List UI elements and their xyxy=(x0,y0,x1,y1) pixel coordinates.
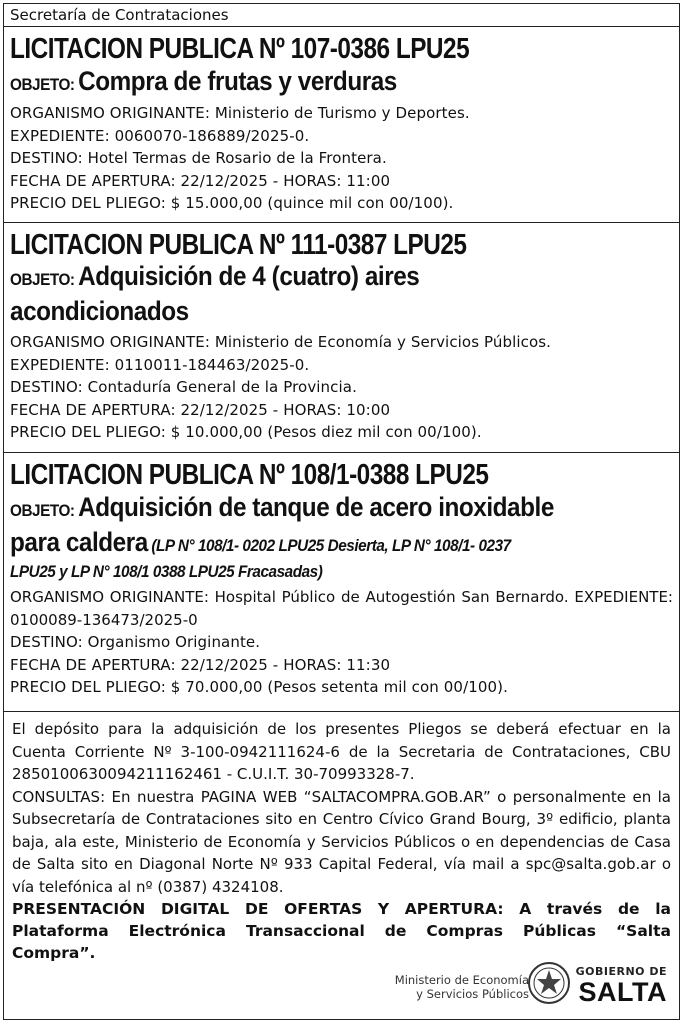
organismo-label: ORGANISMO ORIGINANTE: xyxy=(10,333,210,351)
presentacion-text: PRESENTACIÓN DIGITAL DE OFERTAS Y APERTURA: A través de la Plataforma Electrónica Transaccional de Compras Públicas “Salta Compra”. xyxy=(12,900,671,962)
expediente-value: 0110011-184463/2025-0. xyxy=(114,355,310,374)
ministry-name xyxy=(395,973,529,1001)
licitacion-2 xyxy=(4,229,679,453)
expediente-label: EXPEDIENTE: xyxy=(10,355,110,374)
organismo-value: Ministerio de Turismo y Deportes. xyxy=(214,104,470,122)
objeto-note-continued xyxy=(10,561,607,584)
precio-line xyxy=(10,421,673,444)
objeto-continued xyxy=(10,528,607,561)
objeto-text: Compra de frutas y verduras xyxy=(78,66,397,96)
objeto-continued xyxy=(10,296,607,331)
objeto-text: Adquisición de 4 (cuatro) aires xyxy=(78,261,420,291)
objeto-text-2: para caldera xyxy=(10,527,148,557)
licitacion-1 xyxy=(4,33,679,223)
objeto-note-2: LPU25 y LP N° 108/1 0388 LPU25 Fracasadas) xyxy=(10,562,323,581)
apertura-label: FECHA DE APERTURA: xyxy=(10,171,176,190)
objeto-label: OBJETO: xyxy=(10,501,75,520)
destino-line xyxy=(10,147,673,170)
destino-line xyxy=(10,376,673,399)
precio-line xyxy=(10,676,673,699)
precio-label: PRECIO DEL PLIEGO: xyxy=(10,194,166,212)
section-header: Secretaría de Contrataciones xyxy=(4,4,679,27)
organismo-expediente-text: ORGANISMO ORIGINANTE: Hospital Público de Autogestión San Bernardo. EXPEDIENTE: 0100089-136473/2025-0 xyxy=(10,588,673,629)
expediente-line xyxy=(10,125,673,148)
consultas-text: CONSULTAS: En nuestra PAGINA WEB “SALTACOMPRA.GOB.AR” o personalmente en la Subsecretaría de Contrataciones sito en Centro Cívico Grand Bourg, 3º edificio, planta baja, ala este, Ministerio de Economía y Servicios Públicos o en dependencias de Casa de Salta sito en Diagonal Norte Nº 933 Capital Federal, vía mail a spc@salta.gob.ar o vía telefónica al nº (0387) 4324108. xyxy=(12,787,671,896)
objeto-label: OBJETO: xyxy=(10,270,75,289)
objeto-text: Adquisición de tanque de acero inoxidable xyxy=(78,492,554,522)
objeto xyxy=(10,65,607,102)
destino-label: DESTINO: xyxy=(10,149,83,167)
destino-value: Hotel Termas de Rosario de la Frontera. xyxy=(87,149,387,167)
salta-label: SALTA xyxy=(578,977,667,1007)
deposito-text: El depósito para la adquisición de los presentes Pliegos se deberá efectuar en la Cuenta Corriente Nº 3-100-0942111624-6 de la Secretaria de Contrataciones, CBU 2850100630094211162461 - C.U.I.T. 30-70993328-7. xyxy=(12,720,671,783)
ministry-line-2: y Servicios Públicos xyxy=(416,987,529,1001)
ministry-line-1: Ministerio de Economía xyxy=(394,973,529,987)
licitacion-title: LICITACION PUBLICA Nº 107-0386 LPU25 xyxy=(10,33,470,65)
licitacion-title: LICITACION PUBLICA Nº 108/1-0388 LPU25 xyxy=(10,459,489,491)
precio-value: $ 15.000,00 (quince mil con 00/100). xyxy=(170,194,454,212)
apertura-value: 22/12/2025 - HORAS: 11:30 xyxy=(180,655,391,674)
salta-seal-icon xyxy=(527,961,571,1005)
objeto xyxy=(10,491,607,528)
destino-label: DESTINO: xyxy=(10,378,83,396)
destino-label: DESTINO: xyxy=(10,633,83,651)
expediente-label: EXPEDIENTE: xyxy=(10,126,110,145)
licitacion-title: LICITACION PUBLICA Nº 111-0387 LPU25 xyxy=(10,229,467,261)
objeto-text-2: acondicionados xyxy=(10,296,189,326)
precio-value: $ 70.000,00 (Pesos setenta mil con 00/100). xyxy=(170,678,508,696)
footer xyxy=(4,712,679,964)
organismo-value: Ministerio de Economía y Servicios Públicos. xyxy=(214,333,552,351)
apertura-label: FECHA DE APERTURA: xyxy=(10,655,176,674)
apertura-line xyxy=(10,170,673,193)
notice-frame xyxy=(3,3,680,1020)
destino-value: Organismo Originante. xyxy=(87,633,261,651)
destino-value: Contaduría General de la Provincia. xyxy=(87,378,357,396)
expediente-value: 0060070-186889/2025-0. xyxy=(114,126,310,145)
organismo-line xyxy=(10,331,673,354)
precio-label: PRECIO DEL PLIEGO: xyxy=(10,678,166,696)
gobierno-label: GOBIERNO DE xyxy=(575,965,667,978)
organismo-line xyxy=(10,102,673,125)
precio-label: PRECIO DEL PLIEGO: xyxy=(10,423,166,441)
apertura-line xyxy=(10,654,673,677)
objeto xyxy=(10,261,607,296)
objeto-note: (LP N° 108/1- 0202 LPU25 Desierta, LP N° 108/1- 0237 xyxy=(151,536,511,555)
licitacion-3 xyxy=(4,459,679,712)
organismo-label: ORGANISMO ORIGINANTE: xyxy=(10,104,210,122)
destino-line xyxy=(10,631,673,654)
apertura-value: 22/12/2025 - HORAS: 10:00 xyxy=(180,400,391,419)
apertura-label: FECHA DE APERTURA: xyxy=(10,400,176,419)
apertura-value: 22/12/2025 - HORAS: 11:00 xyxy=(180,171,391,190)
precio-value: $ 10.000,00 (Pesos diez mil con 00/100). xyxy=(170,423,482,441)
government-logo xyxy=(389,959,669,1011)
precio-line xyxy=(10,192,673,215)
objeto-label: OBJETO: xyxy=(10,75,75,94)
expediente-line xyxy=(10,354,673,377)
apertura-line xyxy=(10,399,673,422)
